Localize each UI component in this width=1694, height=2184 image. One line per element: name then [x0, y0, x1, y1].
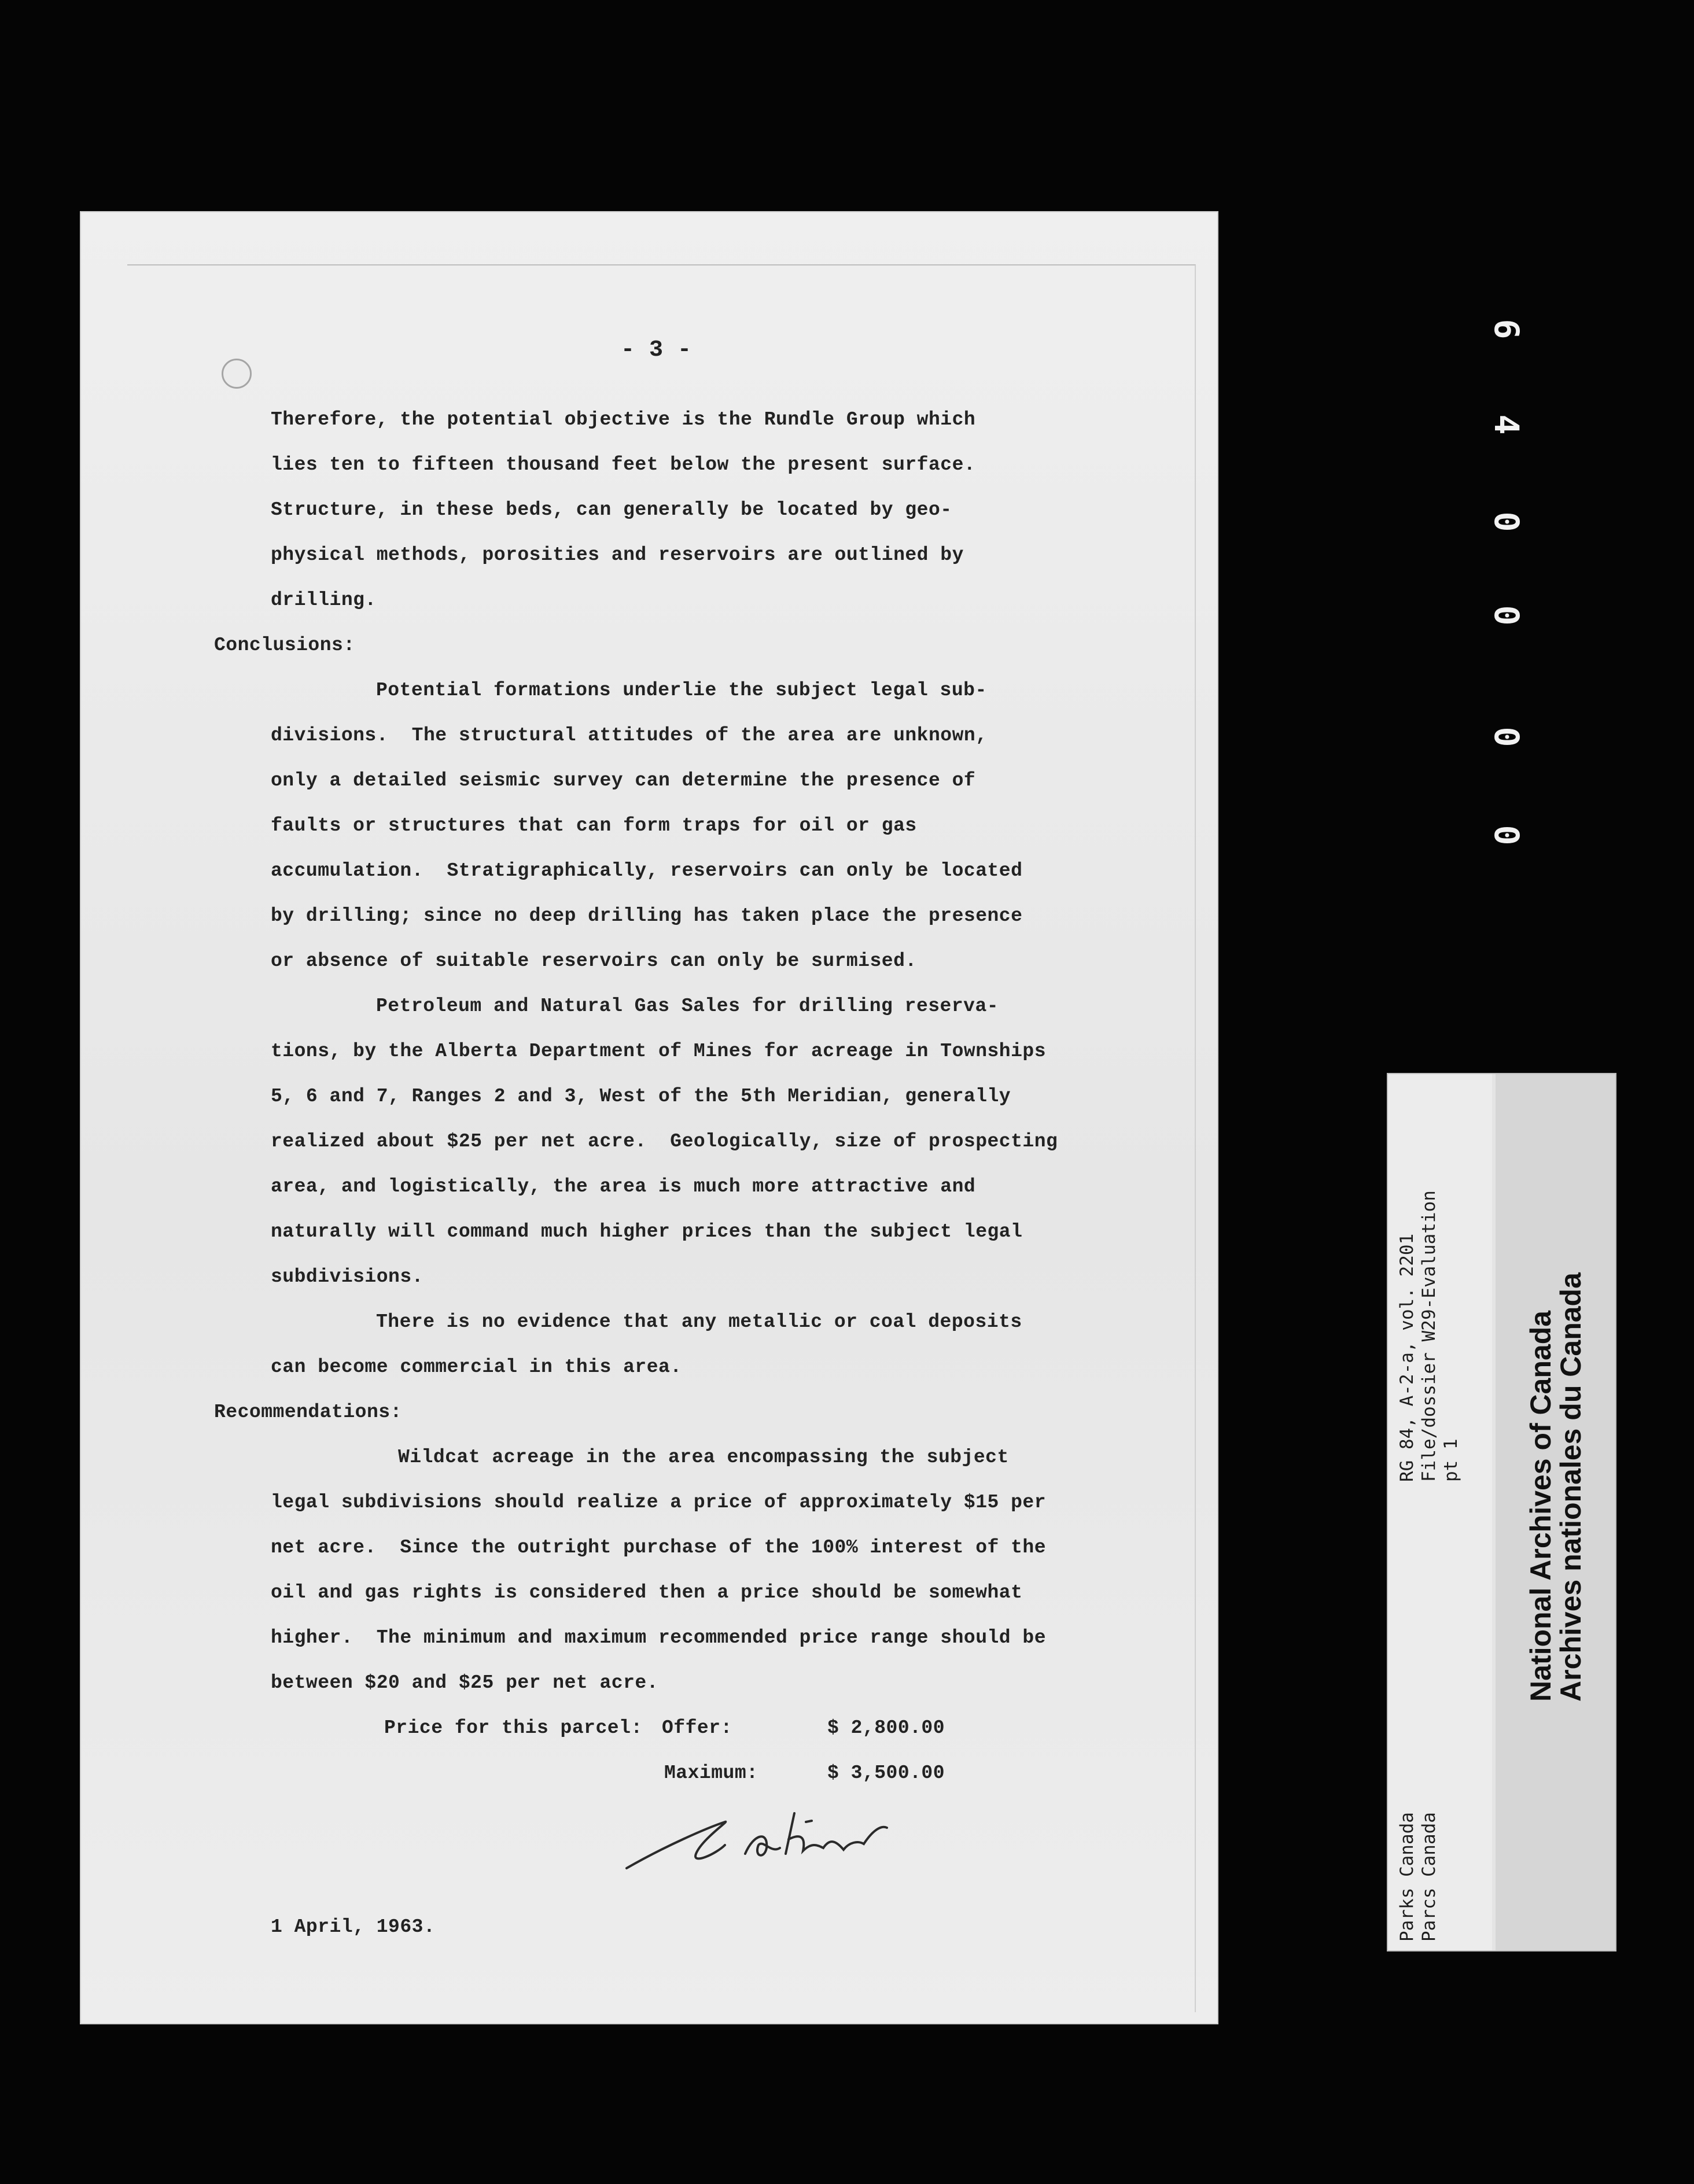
body-line: Potential formations underlie the subject legal sub-: [376, 680, 987, 701]
body-line: lies ten to fifteen thousand feet below the present surface.: [271, 454, 976, 475]
punch-hole: [222, 359, 252, 389]
body-line: higher. The minimum and maximum recommended price range should be: [271, 1627, 1047, 1648]
agency-line: Parcs Canada: [1419, 1812, 1439, 1942]
archive-label: [1387, 1073, 1616, 1951]
maximum-value: $ 3,500.00: [827, 1762, 945, 1784]
offer-label: Offer:: [662, 1717, 732, 1739]
body-line: tions, by the Alberta Department of Mines for acreage in Townships: [271, 1041, 1047, 1062]
frame-number-digit: 6: [1487, 319, 1526, 340]
document-page: [80, 211, 1218, 2024]
frame-number-digit: 0: [1487, 825, 1526, 846]
conclusions-heading: Conclusions:: [214, 634, 355, 656]
body-line: or absence of suitable reservoirs can only be surmised.: [271, 950, 917, 972]
body-line: net acre. Since the outright purchase of the 100% interest of the: [271, 1537, 1047, 1558]
body-line: physical methods, porosities and reservoirs are outlined by: [271, 544, 964, 566]
body-line: Wildcat acreage in the area encompassing the subject: [398, 1447, 1009, 1468]
body-line: faults or structures that can form traps for oil or gas: [271, 815, 917, 836]
reference-line: pt 1: [1441, 1438, 1461, 1482]
body-line: There is no evidence that any metallic or coal deposits: [376, 1311, 1022, 1333]
reference-line: File/dossier W29-Evaluation: [1419, 1190, 1439, 1482]
institution-line: Archives nationales du Canada: [1555, 1272, 1587, 1702]
archive-label-reference-panel: [1388, 1074, 1492, 1950]
body-line: divisions. The structural attitudes of the area are unknown,: [271, 725, 988, 746]
offer-value: $ 2,800.00: [827, 1717, 945, 1739]
body-line: Petroleum and Natural Gas Sales for drilling reserva-: [376, 995, 999, 1017]
frame-number-digit: 0: [1487, 726, 1526, 747]
body-line: oil and gas rights is considered then a price should be somewhat: [271, 1582, 1023, 1603]
body-line: can become commercial in this area.: [271, 1356, 682, 1378]
signature: [615, 1799, 974, 1886]
price-label: Price for this parcel:: [384, 1717, 643, 1739]
page-number: - 3 -: [621, 337, 692, 363]
body-line: area, and logistically, the area is much more attractive and: [271, 1176, 976, 1197]
body-line: accumulation. Stratigraphically, reservoirs can only be located: [271, 860, 1023, 881]
agency-line: Parks Canada: [1397, 1812, 1417, 1942]
body-line: Structure, in these beds, can generally be located by geo-: [271, 499, 952, 521]
body-line: realized about $25 per net acre. Geologically, size of prospecting: [271, 1131, 1058, 1152]
body-line: drilling.: [271, 589, 377, 611]
body-line: subdivisions.: [271, 1266, 423, 1287]
maximum-label: Maximum:: [664, 1762, 758, 1784]
frame-number-digit: 0: [1487, 605, 1526, 626]
archive-label-institution-panel: [1496, 1074, 1615, 1950]
frame-number-digit: 0: [1487, 511, 1526, 532]
body-line: legal subdivisions should realize a price of approximately $15 per: [271, 1492, 1047, 1513]
date: 1 April, 1963.: [271, 1916, 436, 1938]
body-line: between $20 and $25 per net acre.: [271, 1672, 659, 1694]
body-line: only a detailed seismic survey can determine the presence of: [271, 770, 976, 791]
reference-line: RG 84, A-2-a, vol. 2201: [1397, 1233, 1417, 1482]
recommendations-heading: Recommendations:: [214, 1401, 402, 1423]
body-line: by drilling; since no deep drilling has taken place the presence: [271, 905, 1023, 927]
institution-line: National Archives of Canada: [1524, 1310, 1557, 1702]
frame-number-digit: 4: [1487, 414, 1526, 435]
body-line: naturally will command much higher prices than the subject legal: [271, 1221, 1023, 1242]
body-line: Therefore, the potential objective is the Rundle Group which: [271, 409, 976, 430]
body-line: 5, 6 and 7, Ranges 2 and 3, West of the 5th Meridian, generally: [271, 1086, 1011, 1107]
